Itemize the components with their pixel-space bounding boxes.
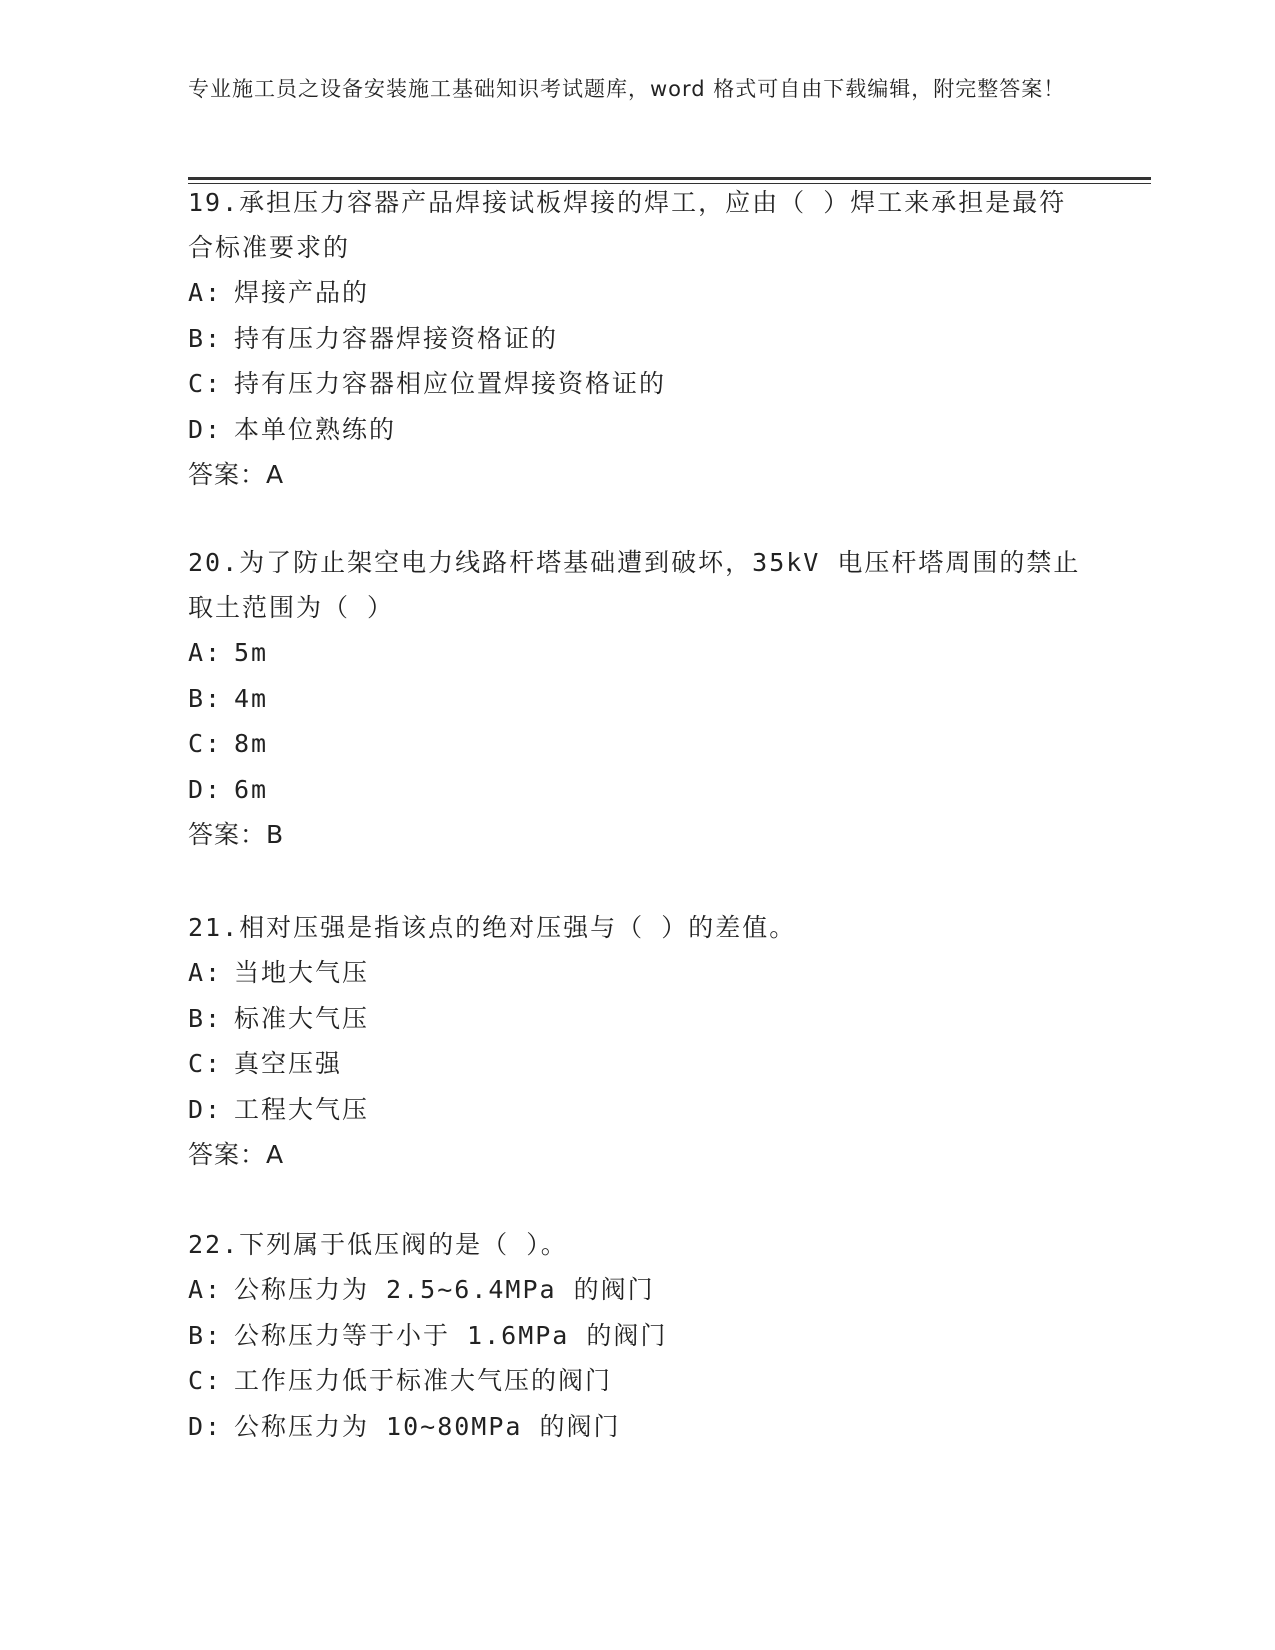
option-text: 8m <box>234 729 269 758</box>
answer: 答案：A <box>188 460 285 489</box>
question-text: 19.承担压力容器产品焊接试板焊接的焊工，应由（ ）焊工来承担是最符合标准要求的 <box>188 188 1067 262</box>
option-text: 公称压力为 2.5~6.4MPa 的阀门 <box>234 1275 655 1304</box>
option-a <box>188 270 1088 316</box>
option-b <box>188 676 1088 722</box>
option-text: 焊接产品的 <box>234 278 370 307</box>
option-d <box>188 1404 1088 1450</box>
option-letter: C: <box>188 1049 223 1078</box>
option-text: 公称压力等于小于 1.6MPa 的阀门 <box>234 1320 668 1350</box>
document-header: 专业施工员之设备安装施工基础知识考试题库，word 格式可自由下载编辑，附完整答案！ <box>188 77 1066 101</box>
question-text: 22.下列属于低压阀的是（ ）。 <box>188 1230 568 1259</box>
question-19 <box>188 180 1088 497</box>
option-text: 4m <box>234 683 269 713</box>
option-letter: C: <box>188 369 223 398</box>
option-a <box>188 630 1088 676</box>
question-22 <box>188 1222 1088 1449</box>
option-d <box>188 1087 1088 1133</box>
answer: 答案：A <box>188 1140 285 1169</box>
question-20 <box>188 540 1088 857</box>
option-c <box>188 1041 1088 1087</box>
option-letter: D: <box>188 1094 223 1124</box>
option-b <box>188 316 1088 362</box>
option-d <box>188 767 1088 813</box>
option-text: 6m <box>234 774 269 804</box>
question-text: 21.相对压强是指该点的绝对压强与（ ）的差值。 <box>188 913 797 942</box>
option-letter: D: <box>188 1411 223 1441</box>
option-text: 公称压力为 10~80MPa 的阀门 <box>234 1411 621 1441</box>
option-text: 本单位熟练的 <box>234 414 397 444</box>
option-letter: C: <box>188 729 223 758</box>
option-letter: B: <box>188 323 223 353</box>
option-d <box>188 407 1088 453</box>
option-letter: A: <box>188 638 223 667</box>
option-text: 当地大气压 <box>234 958 370 987</box>
option-letter: B: <box>188 1320 223 1350</box>
option-text: 工作压力低于标准大气压的阀门 <box>234 1366 613 1395</box>
option-letter: A: <box>188 958 223 987</box>
option-text: 真空压强 <box>234 1049 343 1078</box>
question-text: 20.为了防止架空电力线路杆塔基础遭到破坏，35kV 电压杆塔周围的禁止取土范围为（ ） <box>188 548 1081 622</box>
option-letter: C: <box>188 1366 223 1395</box>
option-letter: B: <box>188 1003 223 1033</box>
option-text: 工程大气压 <box>234 1094 370 1124</box>
option-text: 5m <box>234 638 269 667</box>
option-letter: A: <box>188 1275 223 1304</box>
option-c <box>188 1358 1088 1404</box>
option-letter: A: <box>188 278 223 307</box>
option-letter: B: <box>188 683 223 713</box>
option-b <box>188 1313 1088 1359</box>
option-text: 标准大气压 <box>234 1003 370 1033</box>
question-21 <box>188 905 1088 1177</box>
option-b <box>188 996 1088 1042</box>
answer: 答案：B <box>188 820 285 849</box>
option-letter: D: <box>188 414 223 444</box>
option-text: 持有压力容器焊接资格证的 <box>234 323 559 353</box>
option-text: 持有压力容器相应位置焊接资格证的 <box>234 369 667 398</box>
option-c <box>188 361 1088 407</box>
option-a <box>188 1267 1088 1313</box>
option-letter: D: <box>188 774 223 804</box>
option-a <box>188 950 1088 996</box>
option-c <box>188 721 1088 767</box>
